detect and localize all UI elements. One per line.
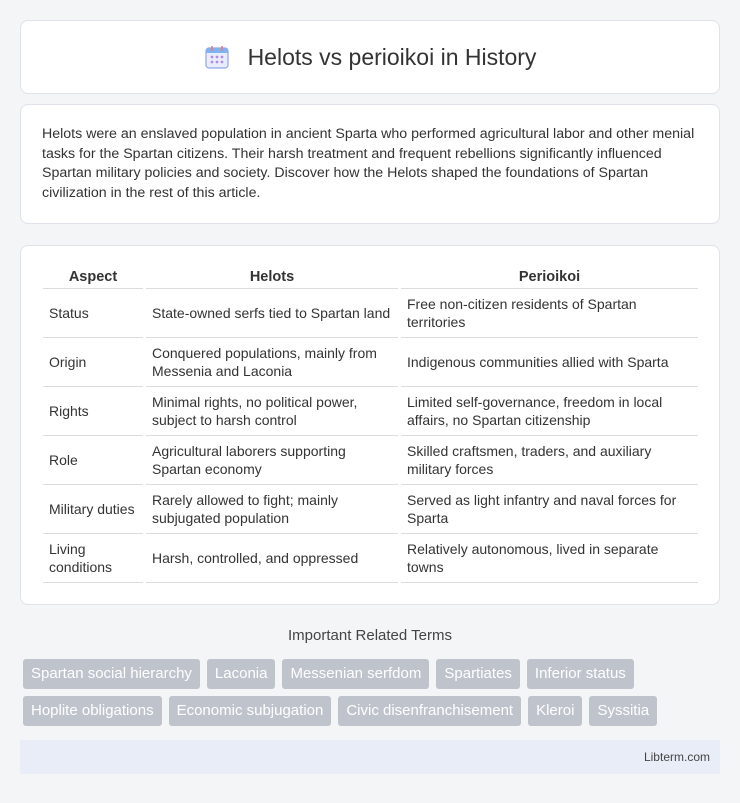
- cell-helots: Agricultural laborers supporting Spartan economy: [146, 436, 398, 485]
- table-row: [43, 436, 698, 485]
- cell-perioikoi: Served as light infantry and naval forces for Sparta: [401, 485, 698, 534]
- header-aspect: Aspect: [43, 267, 143, 289]
- related-term-tag[interactable]: Hoplite obligations: [23, 696, 162, 726]
- table-row: [43, 534, 698, 583]
- footer-brand-link[interactable]: Libterm.com: [643, 750, 710, 765]
- related-term-tag[interactable]: Economic subjugation: [169, 696, 332, 726]
- cell-helots: Minimal rights, no political power, subject to harsh control: [146, 387, 398, 436]
- related-term-tag[interactable]: Inferior status: [527, 659, 634, 689]
- footer: [20, 740, 720, 774]
- table-header-row: [43, 267, 698, 289]
- comparison-table: [40, 267, 701, 583]
- related-term-tag[interactable]: Spartiates: [436, 659, 520, 689]
- cell-aspect: Status: [43, 289, 143, 338]
- cell-perioikoi: Relatively autonomous, lived in separate towns: [401, 534, 698, 583]
- cell-aspect: Military duties: [43, 485, 143, 534]
- header-perioikoi: Perioikoi: [401, 267, 698, 289]
- cell-perioikoi: Indigenous communities allied with Sparta: [401, 338, 698, 387]
- cell-perioikoi: Skilled craftsmen, traders, and auxiliary military forces: [401, 436, 698, 485]
- cell-helots: Rarely allowed to fight; mainly subjugated population: [146, 485, 398, 534]
- cell-helots: Conquered populations, mainly from Messenia and Laconia: [146, 338, 398, 387]
- intro-text: Helots were an enslaved population in ancient Sparta who performed agricultural labor and other menial tasks for the Spartan citizens. Their harsh treatment and frequent rebellions significantly influenced Spartan military policies and society. Discover how the Helots shaped the foundations of Spartan civilization in the rest of this article.: [42, 126, 695, 201]
- related-term-tag[interactable]: Civic disenfranchisement: [338, 696, 521, 726]
- cell-aspect: Origin: [43, 338, 143, 387]
- comparison-card: [20, 245, 720, 605]
- calendar-icon: [204, 44, 230, 70]
- cell-helots: State-owned serfs tied to Spartan land: [146, 289, 398, 338]
- cell-aspect: Rights: [43, 387, 143, 436]
- title-card: [20, 20, 720, 94]
- related-term-tag[interactable]: Laconia: [207, 659, 276, 689]
- cell-perioikoi: Limited self-governance, freedom in local affairs, no Spartan citizenship: [401, 387, 698, 436]
- table-row: [43, 289, 698, 338]
- related-term-tag[interactable]: Messenian serfdom: [282, 659, 429, 689]
- related-terms-list: [20, 659, 720, 726]
- related-term-tag[interactable]: Syssitia: [589, 696, 657, 726]
- table-row: [43, 387, 698, 436]
- cell-perioikoi: Free non-citizen residents of Spartan territories: [401, 289, 698, 338]
- table-row: [43, 338, 698, 387]
- table-row: [43, 485, 698, 534]
- related-term-tag[interactable]: Spartan social hierarchy: [23, 659, 200, 689]
- related-terms-title: Important Related Terms: [288, 627, 452, 645]
- related-term-tag[interactable]: Kleroi: [528, 696, 582, 726]
- cell-helots: Harsh, controlled, and oppressed: [146, 534, 398, 583]
- cell-aspect: Living conditions: [43, 534, 143, 583]
- cell-aspect: Role: [43, 436, 143, 485]
- page-title: Helots vs perioikoi in History: [247, 43, 537, 70]
- header-helots: Helots: [146, 267, 398, 289]
- intro-card: [20, 104, 720, 224]
